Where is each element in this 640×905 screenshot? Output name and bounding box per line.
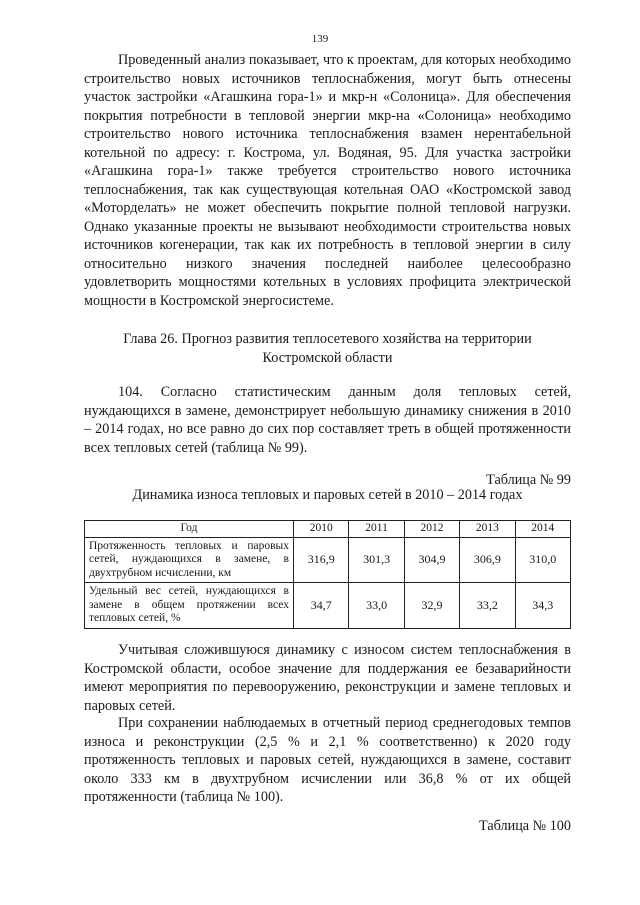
chapter-title: Глава 26. Прогноз развития теплосетевого хозяйства на территории Костромской области bbox=[123, 331, 532, 366]
cell-value: 34,7 bbox=[294, 583, 349, 629]
cell-value: 33,0 bbox=[349, 583, 404, 629]
table-100-label: Таблица № 100 bbox=[479, 818, 571, 834]
header-2013: 2013 bbox=[460, 521, 515, 538]
row-label-share: Удельный вес сетей, нуждающихся в замене в общем протяжении всех тепловых сетей, % bbox=[85, 583, 294, 629]
table-row bbox=[85, 583, 571, 629]
paragraph-104: 104. Согласно статистическим данным доля тепловых сетей, нуждающихся в замене, демонстрирует небольшую динамику снижения в 2010 – 2014 годах, но все равно до сих пор составляет треть в общей протяженности всех тепловых сетей (таблица № 99). bbox=[84, 384, 571, 456]
header-2011: 2011 bbox=[349, 521, 404, 538]
table-99-caption: Динамика износа тепловых и паровых сетей в 2010 – 2014 годах bbox=[132, 487, 523, 503]
cell-value: 34,3 bbox=[515, 583, 570, 629]
cell-value: 304,9 bbox=[404, 537, 459, 583]
cell-value: 301,3 bbox=[349, 537, 404, 583]
paragraph-forecast: При сохранении наблюдаемых в отчетный период среднегодовых темпов износа и реконструкции (2,5 % и 2,1 % соответственно) к 2020 году протяженность тепловых и паровых сетей, нуждающихся в замене, составит около 333 км в двухтрубном исчислении или 36,8 % от их общей протяженности (таблица № 100). bbox=[84, 715, 571, 805]
header-2010: 2010 bbox=[294, 521, 349, 538]
cell-value: 316,9 bbox=[294, 537, 349, 583]
row-label-length: Протяженность тепловых и паровых сетей, нуждающихся в замене, в двухтрубном исчислении, км bbox=[85, 537, 294, 583]
table-99 bbox=[84, 520, 571, 629]
cell-value: 306,9 bbox=[460, 537, 515, 583]
table-99-label: Таблица № 99 bbox=[486, 472, 571, 488]
table-row bbox=[85, 537, 571, 583]
header-2012: 2012 bbox=[404, 521, 459, 538]
cell-value: 310,0 bbox=[515, 537, 570, 583]
intro-paragraph: Проведенный анализ показывает, что к проектам, для которых необходимо строительство новых источников теплоснабжения, могут быть отнесены участок застройки «Агашкина гора-1» и мкр-н «Солоница». Для обеспечения покрытия потребности в тепловой энергии мкр-на «Солоница» необходимо строительство нового источника теплоснабжения взамен нерентабельной котельной по адресу: г. Кострома, ул. Водяная, 95. Для участка застройки «Агашкина гора-1» также требуется строительство нового источника теплоснабжения, так как существующая котельная ОАО «Костромской завод «Моторделать» не может обеспечить покрытие полной тепловой нагрузки. Однако указанные проекты не вызывают необходимости строительства новых источников когенерации, так как их потребность в тепловой энергии в силу относительно низкого значения последней наиболее целесообразно удовлетворить мощностями котельных в условиях профицита электрической мощности в Костромской энергосистеме. bbox=[84, 52, 571, 309]
table-header-row bbox=[85, 521, 571, 538]
header-2014: 2014 bbox=[515, 521, 570, 538]
paragraph-dynamics: Учитывая сложившуюся динамику с износом систем теплоснабжения в Костромской области, особое значение для поддержания ее безаварийности имеют мероприятия по перевооружению, реконструкции и замене тепловых и паровых сетей. bbox=[84, 642, 571, 714]
cell-value: 32,9 bbox=[404, 583, 459, 629]
cell-value: 33,2 bbox=[460, 583, 515, 629]
page-number: 139 bbox=[311, 33, 329, 45]
header-year: Год bbox=[85, 521, 294, 538]
